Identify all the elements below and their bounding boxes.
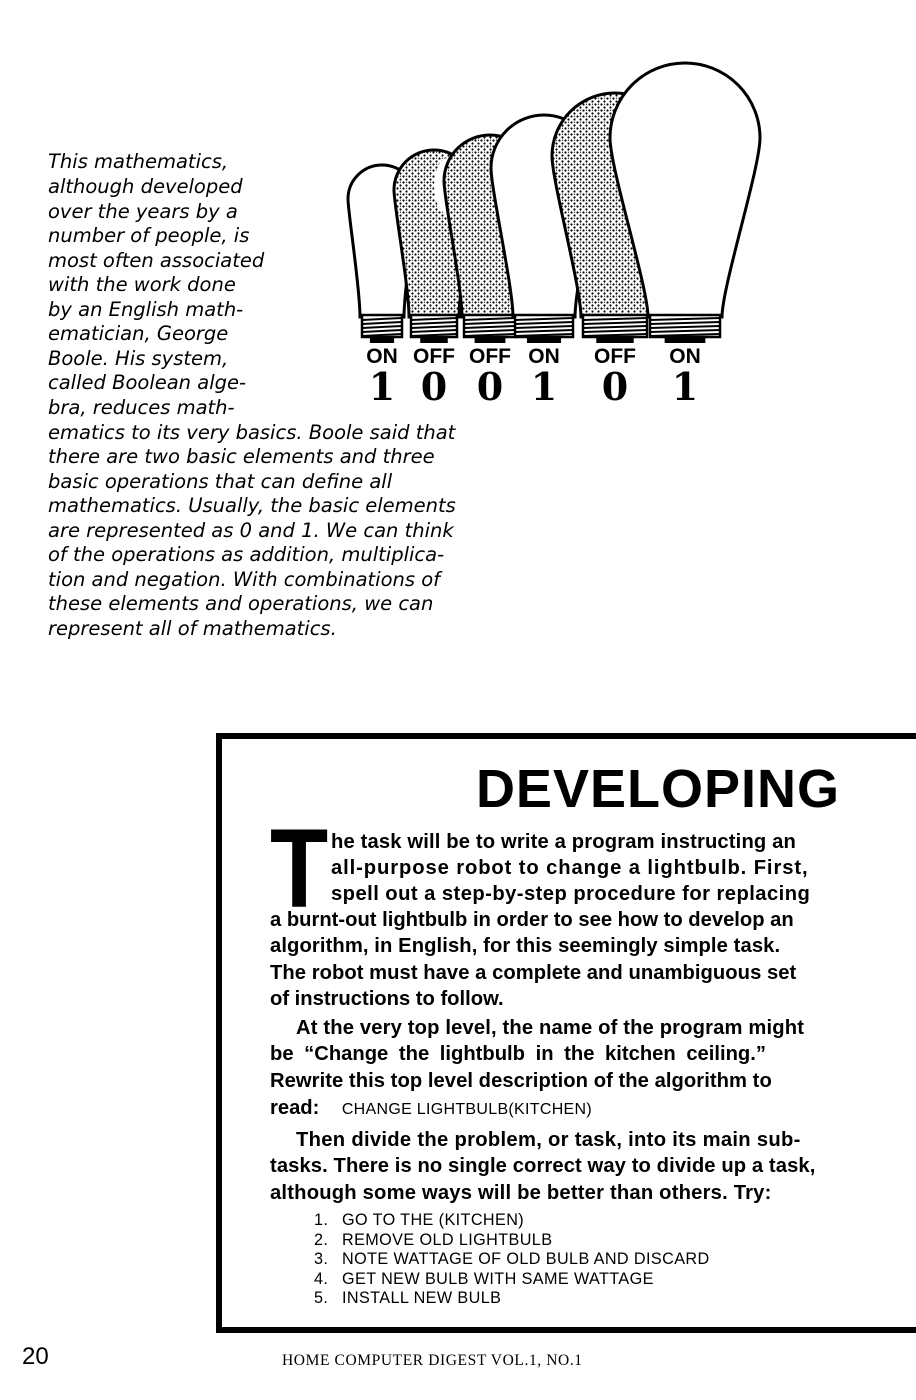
sidebar-title: DEVELOPING — [475, 759, 840, 819]
list-item: 1. GO TO THE (KITCHEN) — [314, 1211, 525, 1229]
intro-line: number of people, is — [48, 224, 250, 247]
sidebar-line: a burnt-out lightbulb in order to see how to develop an — [270, 909, 794, 931]
sidebar-line: The robot must have a complete and unambiguous set — [270, 962, 797, 984]
intro-line: ematician, George — [48, 322, 229, 345]
bulb-screw-base — [464, 315, 516, 343]
sidebar-line: Rewrite this top level description of the algorithm to — [270, 1070, 772, 1092]
bulb-state-label: OFF — [413, 345, 455, 368]
list-item: 3. NOTE WATTAGE OF OLD BULB AND DISCARD — [314, 1250, 710, 1268]
steps-list — [314, 1211, 710, 1309]
sidebar-line: be “Change the lightbulb in the kitchen ceiling.” — [270, 1043, 766, 1065]
sidebar-line: of instructions to follow. — [270, 988, 504, 1010]
sidebar-line: At the very top level, the name of the program might — [296, 1017, 805, 1039]
sidebar-line: tasks. There is no single correct way to divide up a task, — [270, 1155, 816, 1177]
bulb-screw-base — [650, 315, 720, 343]
lightbulb-illustration — [330, 55, 790, 410]
list-item: 2. REMOVE OLD LIGHTBULB — [314, 1230, 553, 1249]
intro-line: although developed — [48, 175, 243, 198]
intro-line: over the years by a — [48, 200, 238, 223]
list-item: 5. INSTALL NEW BULB — [314, 1289, 502, 1307]
intro-line: bra, reduces math- — [48, 396, 235, 419]
bulb-screw-base — [411, 315, 457, 343]
bulb-screw-base — [583, 315, 647, 343]
bulb-screw-base — [362, 315, 402, 343]
intro-line: Boole. His system, — [48, 347, 229, 370]
page-number: 20 — [22, 1343, 49, 1370]
bulb-screw-base — [515, 315, 573, 343]
intro-line: ematics to its very basics. Boole said that — [48, 421, 456, 444]
intro-line: of the operations as addition, multiplica- — [48, 543, 445, 566]
intro-line: basic operations that can define all — [48, 470, 393, 493]
bulb-digit-label: 1 — [671, 364, 699, 409]
sidebar-line: all-purpose robot to change a lightbulb. First, — [331, 857, 809, 879]
intro-line: there are two basic elements and three — [48, 445, 435, 468]
bulb-state-label: ON — [366, 345, 398, 368]
publication-footer: HOME COMPUTER DIGEST VOL.1, NO.1 — [282, 1352, 583, 1369]
sidebar-line: algorithm, in English, for this seemingly simple task. — [270, 935, 781, 957]
sidebar-line-with-code — [270, 1095, 592, 1123]
bulb-digit-label: 0 — [476, 364, 504, 409]
intro-line: called Boolean alge- — [48, 371, 247, 394]
intro-line: these elements and operations, we can — [48, 592, 434, 615]
sidebar-line: although some ways will be better than others. Try: — [270, 1182, 772, 1204]
code-inline: CHANGE LIGHTBULB(KITCHEN) — [341, 1101, 593, 1118]
list-item: 4. GET NEW BULB WITH SAME WATTAGE — [314, 1269, 654, 1288]
bulb-state-label: ON — [528, 345, 560, 368]
intro-line: tion and negation. With combinations of — [48, 568, 441, 591]
intro-line: This mathematics, — [48, 150, 229, 173]
bulb-state-label: OFF — [469, 345, 511, 368]
bulb-digit-label: 1 — [530, 364, 558, 409]
intro-line: most often associated — [48, 249, 265, 272]
intro-line: mathematics. Usually, the basic elements — [48, 494, 456, 517]
intro-line: with the work done — [48, 273, 236, 296]
bulb-state-label: ON — [669, 345, 701, 368]
bulb-digit-label: 0 — [420, 364, 448, 409]
bulb-state-label: OFF — [594, 345, 636, 368]
sidebar-line: spell out a step-by-step procedure for replacing — [331, 883, 811, 905]
bulb-digit-label: 1 — [368, 364, 396, 409]
drop-cap: T — [270, 806, 329, 931]
bulb-digit-label: 0 — [601, 364, 629, 409]
sidebar-line: Then divide the problem, or task, into its main sub- — [296, 1129, 801, 1151]
sidebar-line: read: — [270, 1097, 320, 1119]
intro-line: by an English math- — [48, 298, 244, 321]
sidebar-line: he task will be to write a program instructing an — [331, 831, 797, 853]
intro-line: represent all of mathematics. — [48, 617, 337, 640]
intro-line: are represented as 0 and 1. We can think — [48, 519, 454, 542]
